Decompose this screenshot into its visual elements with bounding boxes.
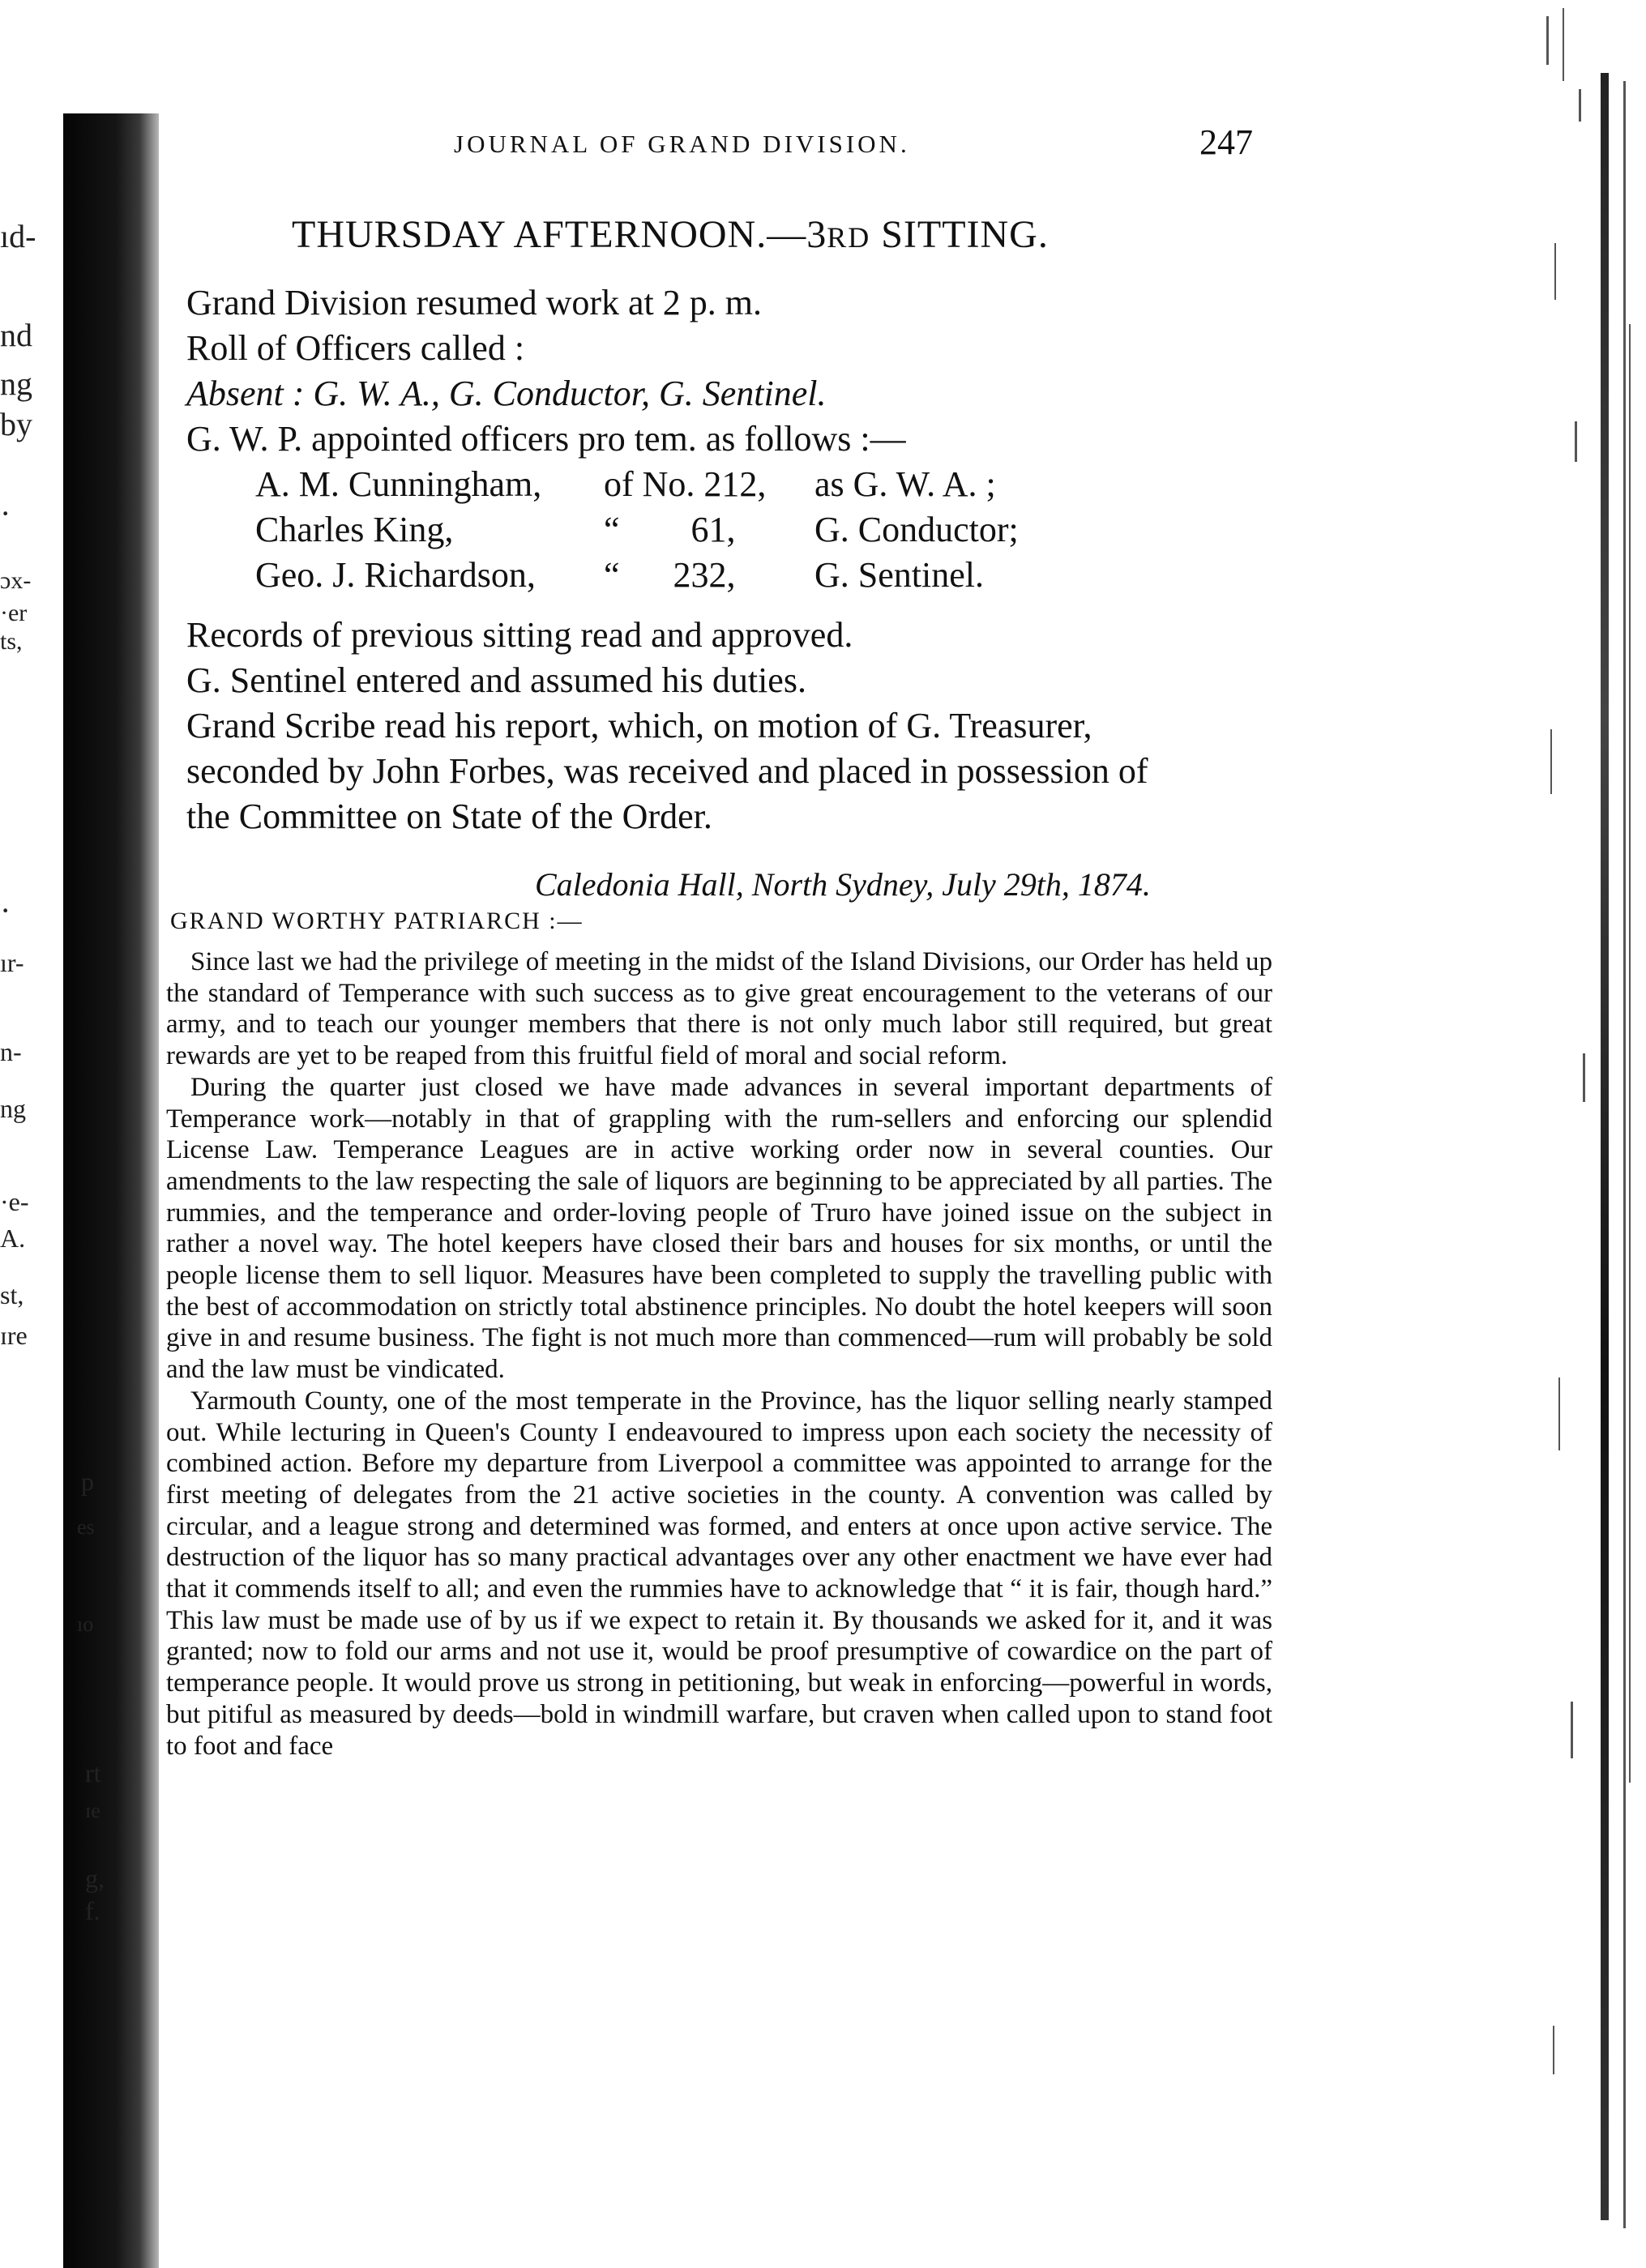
margin-fragment: es [77, 1515, 95, 1539]
appointee-name: Geo. J. Richardson, [255, 555, 536, 595]
margin-fragment: n- [0, 1037, 22, 1066]
appointee-division: of No. 212, [604, 464, 767, 504]
appointee-division: “ 61, [604, 510, 736, 549]
margin-fragment: A. [0, 1224, 26, 1253]
proceedings-line: G. W. P. appointed officers pro tem. as follows :— [186, 419, 906, 459]
margin-fragment: ·er [0, 600, 28, 626]
margin-fragment: ɪre [0, 1321, 28, 1350]
margin-fragment: rt [85, 1758, 101, 1787]
sitting-heading-ordinal: RD [827, 221, 871, 254]
proceedings-line: Records of previous sitting read and approved. [186, 615, 853, 655]
appointee-office: G. Conductor; [814, 510, 1019, 549]
margin-fragment: ts, [0, 628, 23, 655]
margin-fragment: by [0, 406, 32, 442]
proceedings-line: seconded by John Forbes, was received and placed in possession of [186, 751, 1148, 791]
sitting-heading-end: SITTING. [870, 213, 1049, 256]
report-paragraph: Since last we had the privilege of meeting in the midst of the Island Divisions, our Order has held up the standard of Temperance with such success as to give great encouragement to the veterans of our army, and to teach our younger members that there is not only much labor still required, but great rewards are yet to be reaped from this fruitful field of moral and social reform. [166, 947, 1272, 1071]
appointments [255, 462, 1276, 598]
margin-fragment: · [0, 892, 11, 929]
proceedings-line: Grand Division resumed work at 2 p. m. [186, 283, 762, 322]
margin-fragment: ·e- [0, 1187, 29, 1216]
report-body [166, 946, 1272, 1762]
margin-fragment: ıo [77, 1612, 94, 1636]
report-paragraph: Yarmouth County, one of the most temperate in the Province, has the liquor selling nearly stamped out. While lecturing in Queen's County I endeavoured to impress upon each society the necessity of combined action. Before my departure from Liverpool a committee was appointed to arrange for the first meeting of delegates from the 21 active societies in the county. A convention was called by circular, and a league strong and determined was formed, and enters at once upon active service. The destruction of the liquor has so many practical advantages over any other enactment we have ever had that it commends itself to all; and even the rummies have to acknowledge that “ it is fair, though hard.” This law must be made use of by us if we expect to retain it. By thousands we asked for it, and it was granted; now to fold our arms and not use it, would be proof presumptive of cowardice on the part of temperance people. It would prove us strong in petitioning, but weak in enforcing—powerful in words, but pitiful as measured by deeds—bold in windmill warfare, but craven when called upon to stand foot to foot and face [166, 1386, 1272, 1761]
margin-fragment: g, [85, 1864, 105, 1893]
margin-fragment: · [0, 495, 11, 532]
report-salutation: GRAND WORTHY PATRIARCH :— [170, 908, 584, 934]
appointment-row [255, 507, 1276, 553]
proceedings-continued [186, 613, 1276, 839]
page-edge-dark [1601, 73, 1609, 2220]
proceedings-line: the Committee on State of the Order. [186, 797, 712, 836]
proceedings-line: G. Sentinel entered and assumed his duties. [186, 660, 806, 700]
appointee-name: A. M. Cunningham, [255, 464, 542, 504]
appointee-division: “ 232, [604, 555, 736, 595]
margin-fragment: ır- [0, 948, 24, 977]
margin-fragment: nd [0, 317, 32, 353]
sitting-heading-main: THURSDAY AFTERNOON.—3 [292, 213, 827, 256]
margin-fragment: ng [0, 365, 32, 402]
book-spine-shadow [63, 113, 159, 2268]
proceedings-line: Absent : G. W. A., G. Conductor, G. Sentinel. [186, 374, 827, 413]
margin-fragment: p [81, 1467, 94, 1496]
report-paragraph: During the quarter just closed we have made advances in several important departments of Temperance work—notably in that of grappling with the rum-sellers and enforcing our splendid License Law. Temperance Leagues are in active working order now in several counties. Our amendments to the law respecting the sale of liquors are beginning to be appreciated by all parties. The rummies, and the temperance and order-loving people of Truro have joined issue on the subject in rather a novel way. The hotel keepers have closed their bars and houses for six months, or until the people license them to sell liquor. Measures have been completed to supply the travelling public with the best of accommodation on strictly total abstinence principles. No doubt the hotel keepers will soon give in and resume business. The fight is not much more than commenced—rum will probably be sold and the law must be vindicated. [166, 1072, 1272, 1385]
margin-fragment: ɪe [85, 1799, 100, 1822]
margin-fragment: ɔx- [0, 567, 32, 594]
sitting-heading [292, 212, 1049, 257]
margin-fragment: st, [0, 1280, 24, 1309]
appointee-office: as G. W. A. ; [814, 464, 996, 504]
margin-fragment: ng [0, 1094, 26, 1123]
proceedings-line: Roll of Officers called : [186, 328, 525, 368]
appointment-row [255, 553, 1276, 598]
appointee-name: Charles King, [255, 510, 454, 549]
proceedings [186, 280, 1276, 462]
running-head: JOURNAL OF GRAND DIVISION. [454, 130, 910, 158]
appointee-office: G. Sentinel. [814, 555, 984, 595]
appointment-row [255, 462, 1276, 507]
proceedings-line: Grand Scribe read his report, which, on motion of G. Treasurer, [186, 706, 1092, 745]
margin-fragment: ıd- [0, 218, 36, 254]
page-number: 247 [1199, 122, 1253, 162]
page-edge-noise [1530, 0, 1646, 2268]
report-dateline: Caledonia Hall, North Sydney, July 29th, 1874. [535, 866, 1151, 903]
margin-fragment: f. [85, 1896, 100, 1925]
